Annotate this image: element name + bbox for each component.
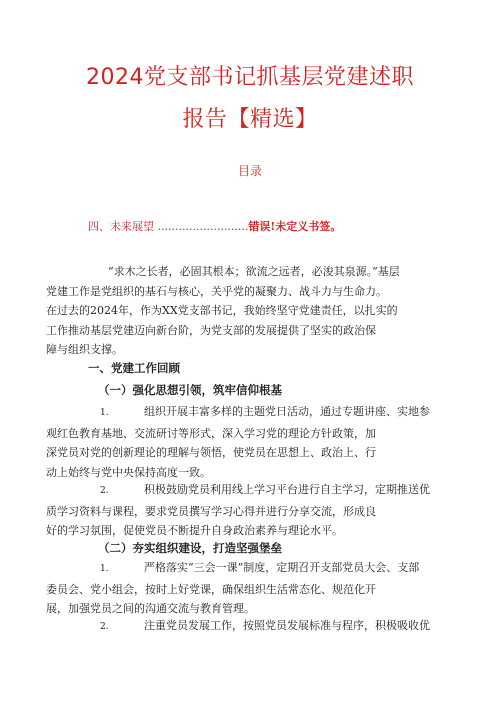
section-heading: 一、党建工作回顾 [88, 361, 180, 375]
list-item [46, 558, 456, 619]
intro-line: 在过去的2024年，作为XX党支部书记，我始终坚守党建责任，以扎实的 [46, 304, 398, 317]
intro-paragraph [46, 262, 456, 360]
toc-heading: 目录 [237, 164, 262, 178]
item-line: 质学习资料与课程，要求党员撰写学习心得并进行分享交流，形成良 [46, 504, 376, 518]
toc-entry-text[interactable]: 四、未来展望 .......................... [88, 220, 249, 233]
intro-line: 党建工作是党组织的基石与核心，关乎党的凝聚力、战斗力与生命力。 [46, 284, 387, 298]
item-line: 积极鼓励党员利用线上学习平台进行自主学习，定期推送优 [144, 483, 430, 496]
subsection-heading: （二）夯实组织建设，打造坚强堡垒 [98, 541, 282, 555]
list-item [46, 402, 456, 482]
toc-entry[interactable] [88, 218, 341, 234]
item-number: 2. [100, 486, 109, 496]
item-line: 严格落实“三会一课”制度，定期召开支部党员大会、支部 [144, 561, 420, 574]
intro-line: “求木之长者，必固其根本；欲流之远者，必浚其泉源。”基层 [108, 265, 400, 278]
item-number: 2. [100, 622, 109, 632]
item-line: 动上始终与党中央保持高度一致。 [46, 465, 211, 479]
item-line: 展，加强党员之间的沟通交流与教育管理。 [46, 602, 255, 615]
item-line: 委员会、党小组会，按时上好党课，确保组织生活常态化、规范化开 [46, 582, 376, 596]
item-number: 1. [100, 564, 109, 574]
document-title-line1: 2024党支部书记抓基层党建述职 [86, 65, 414, 90]
list-item [46, 480, 456, 541]
intro-line: 障与组织支撑。 [46, 343, 123, 356]
list-item [46, 616, 456, 638]
subsection-heading: （一）强化思想引领，筑牢信仰根基 [98, 383, 282, 397]
item-line: 注重党员发展工作，按照党员发展标准与程序，积极吸收优 [144, 619, 430, 632]
intro-line: 工作推动基层党建迈向新台阶，为党支部的发展提供了坚实的政治保 [46, 323, 376, 337]
item-number: 1. [100, 408, 109, 418]
item-line: 深党员对党的创新理论的理解与领悟，使党员在思想上、政治上、行 [46, 446, 376, 459]
toc-error-text: 错误!未定义书签。 [248, 220, 342, 233]
document-title-line2: 报告【精选】 [182, 107, 318, 132]
item-line: 好的学习氛围，促使党员不断提升自身政治素养与理论水平。 [46, 524, 343, 537]
item-line: 观红色教育基地、交流研讨等形式，深入学习党的理论方针政策，加 [46, 426, 376, 440]
item-line: 组织开展丰富多样的主题党日活动，通过专题讲座、实地参 [144, 405, 430, 418]
